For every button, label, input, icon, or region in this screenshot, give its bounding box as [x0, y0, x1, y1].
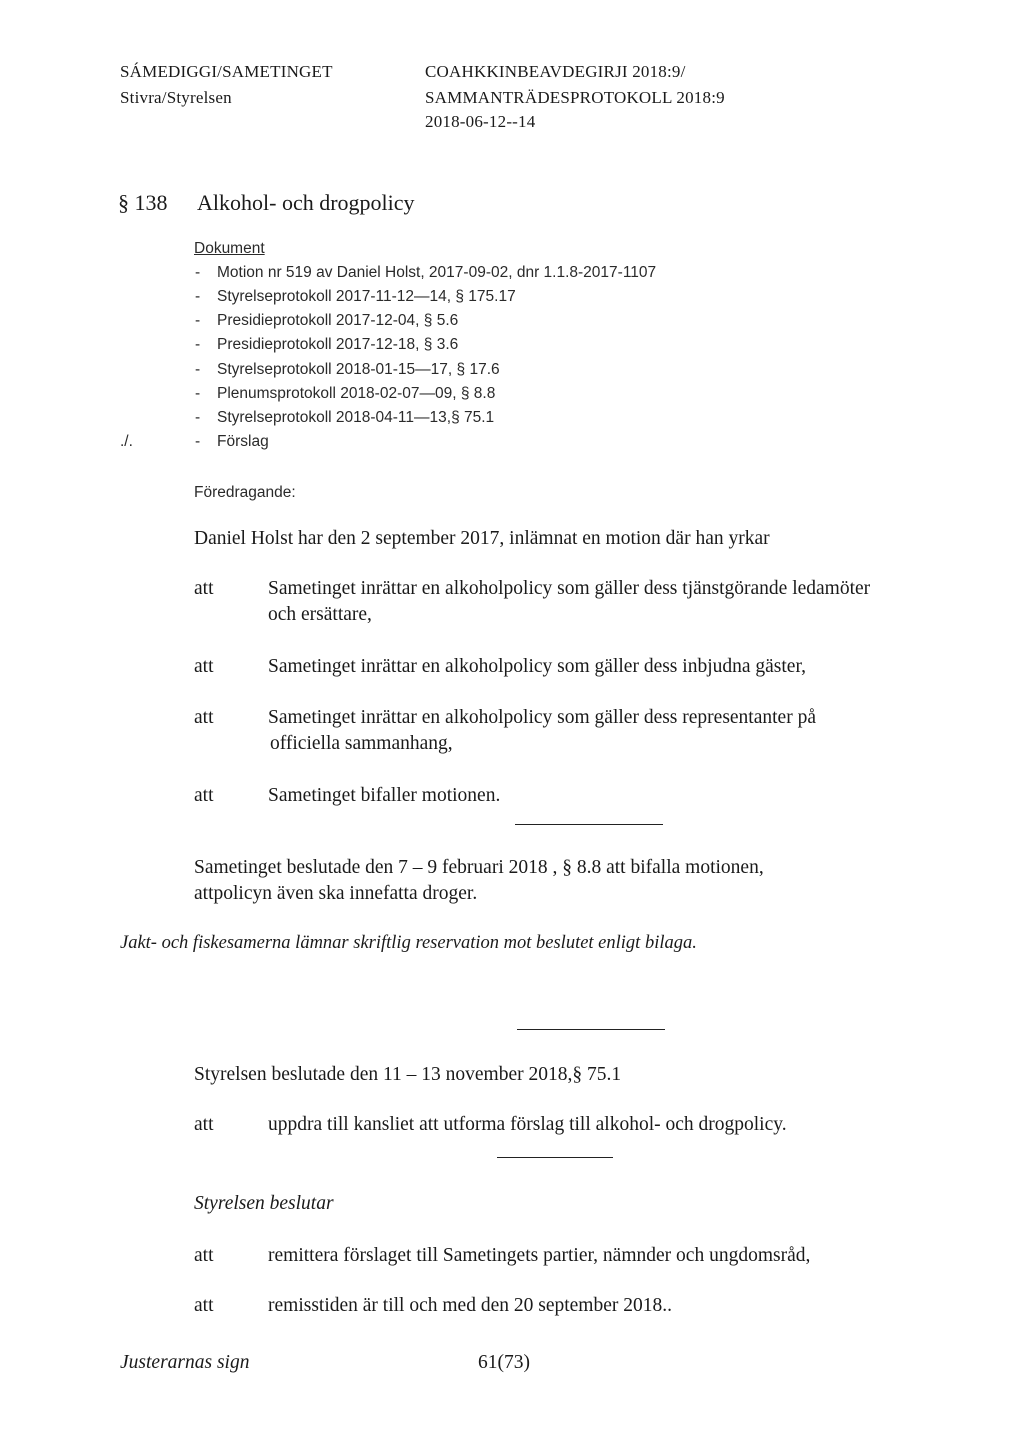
- protocol-title: COAHKKINBEAVDEGIRJI 2018:9/: [425, 62, 686, 81]
- protocol-title-sv: SAMMANTRÄDESPROTOKOLL 2018:9: [425, 88, 725, 107]
- att-label: att: [194, 785, 214, 806]
- page-number: 61(73): [478, 1352, 530, 1373]
- att-label: att: [194, 707, 214, 728]
- list-bullet: -: [195, 336, 201, 353]
- resolution-clause: remittera förslaget till Sametingets partier, nämnder och ungdomsråd,: [268, 1245, 811, 1266]
- att-label: att: [194, 1295, 214, 1316]
- document-item: Presidieprotokoll 2017-12-18, § 3.6: [217, 336, 459, 353]
- attachment-mark: ./.: [120, 433, 133, 450]
- document-item: Styrelseprotokoll 2017-11-12—14, § 175.17: [217, 288, 516, 305]
- motion-clause-cont: och ersättare,: [268, 604, 372, 625]
- att-label: att: [194, 1114, 214, 1135]
- org-name: SÁMEDIGGI/SAMETINGET: [120, 62, 333, 81]
- plenum-decision-cont: attpolicyn även ska innefatta droger.: [194, 883, 478, 904]
- att-label: att: [194, 1245, 214, 1266]
- intro-text: Daniel Holst har den 2 september 2017, inlämnat en motion där han yrkar: [194, 528, 770, 549]
- meeting-date: 2018-06-12--14: [425, 112, 536, 131]
- document-item: Motion nr 519 av Daniel Holst, 2017-09-02, dnr 1.1.8-2017-1107: [217, 264, 657, 281]
- list-bullet: -: [195, 361, 201, 378]
- resolution-heading: Styrelsen beslutar: [194, 1193, 334, 1214]
- org-unit: Stivra/Styrelsen: [120, 88, 232, 107]
- document-item: Presidieprotokoll 2017-12-04, § 5.6: [217, 312, 459, 329]
- separator-line: [517, 1029, 665, 1030]
- separator-line: [497, 1157, 613, 1158]
- signature-label: Justerarnas sign: [120, 1352, 250, 1373]
- resolution-clause: remisstiden är till och med den 20 september 2018..: [268, 1295, 672, 1316]
- separator-line: [515, 824, 663, 825]
- document-item: Förslag: [217, 433, 269, 450]
- list-bullet: -: [195, 288, 201, 305]
- documents-heading: Dokument: [194, 240, 265, 257]
- motion-clause: Sametinget inrättar en alkoholpolicy som gäller dess tjänstgörande ledamöter: [268, 578, 871, 599]
- motion-clause: Sametinget inrättar en alkoholpolicy som gäller dess representanter på: [268, 707, 816, 728]
- list-bullet: -: [195, 433, 201, 450]
- motion-clause: Sametinget bifaller motionen.: [268, 785, 501, 806]
- reservation-note: Jakt- och fiskesamerna lämnar skriftlig reservation mot beslutet enligt bilaga.: [120, 933, 697, 953]
- motion-clause: Sametinget inrättar en alkoholpolicy som gäller dess inbjudna gäster,: [268, 656, 807, 677]
- board-decision: Styrelsen beslutade den 11 – 13 november 2018,§ 75.1: [194, 1064, 622, 1085]
- section-number: § 138: [118, 190, 168, 215]
- presenter-label: Föredragande:: [194, 484, 296, 501]
- section-title: Alkohol- och drogpolicy: [197, 190, 415, 215]
- document-item: Styrelseprotokoll 2018-04-11—13,§ 75.1: [217, 409, 495, 426]
- list-bullet: -: [195, 385, 201, 402]
- document-item: Plenumsprotokoll 2018-02-07—09, § 8.8: [217, 385, 496, 402]
- list-bullet: -: [195, 312, 201, 329]
- att-label: att: [194, 578, 214, 599]
- list-bullet: -: [195, 264, 201, 281]
- motion-clause-cont: officiella sammanhang,: [270, 733, 453, 754]
- list-bullet: -: [195, 409, 201, 426]
- document-item: Styrelseprotokoll 2018-01-15—17, § 17.6: [217, 361, 500, 378]
- board-decision-clause: uppdra till kansliet att utforma förslag till alkohol- och drogpolicy.: [268, 1114, 787, 1135]
- att-label: att: [194, 656, 214, 677]
- plenum-decision: Sametinget beslutade den 7 – 9 februari 2018 , § 8.8 att bifalla motionen,: [194, 857, 764, 878]
